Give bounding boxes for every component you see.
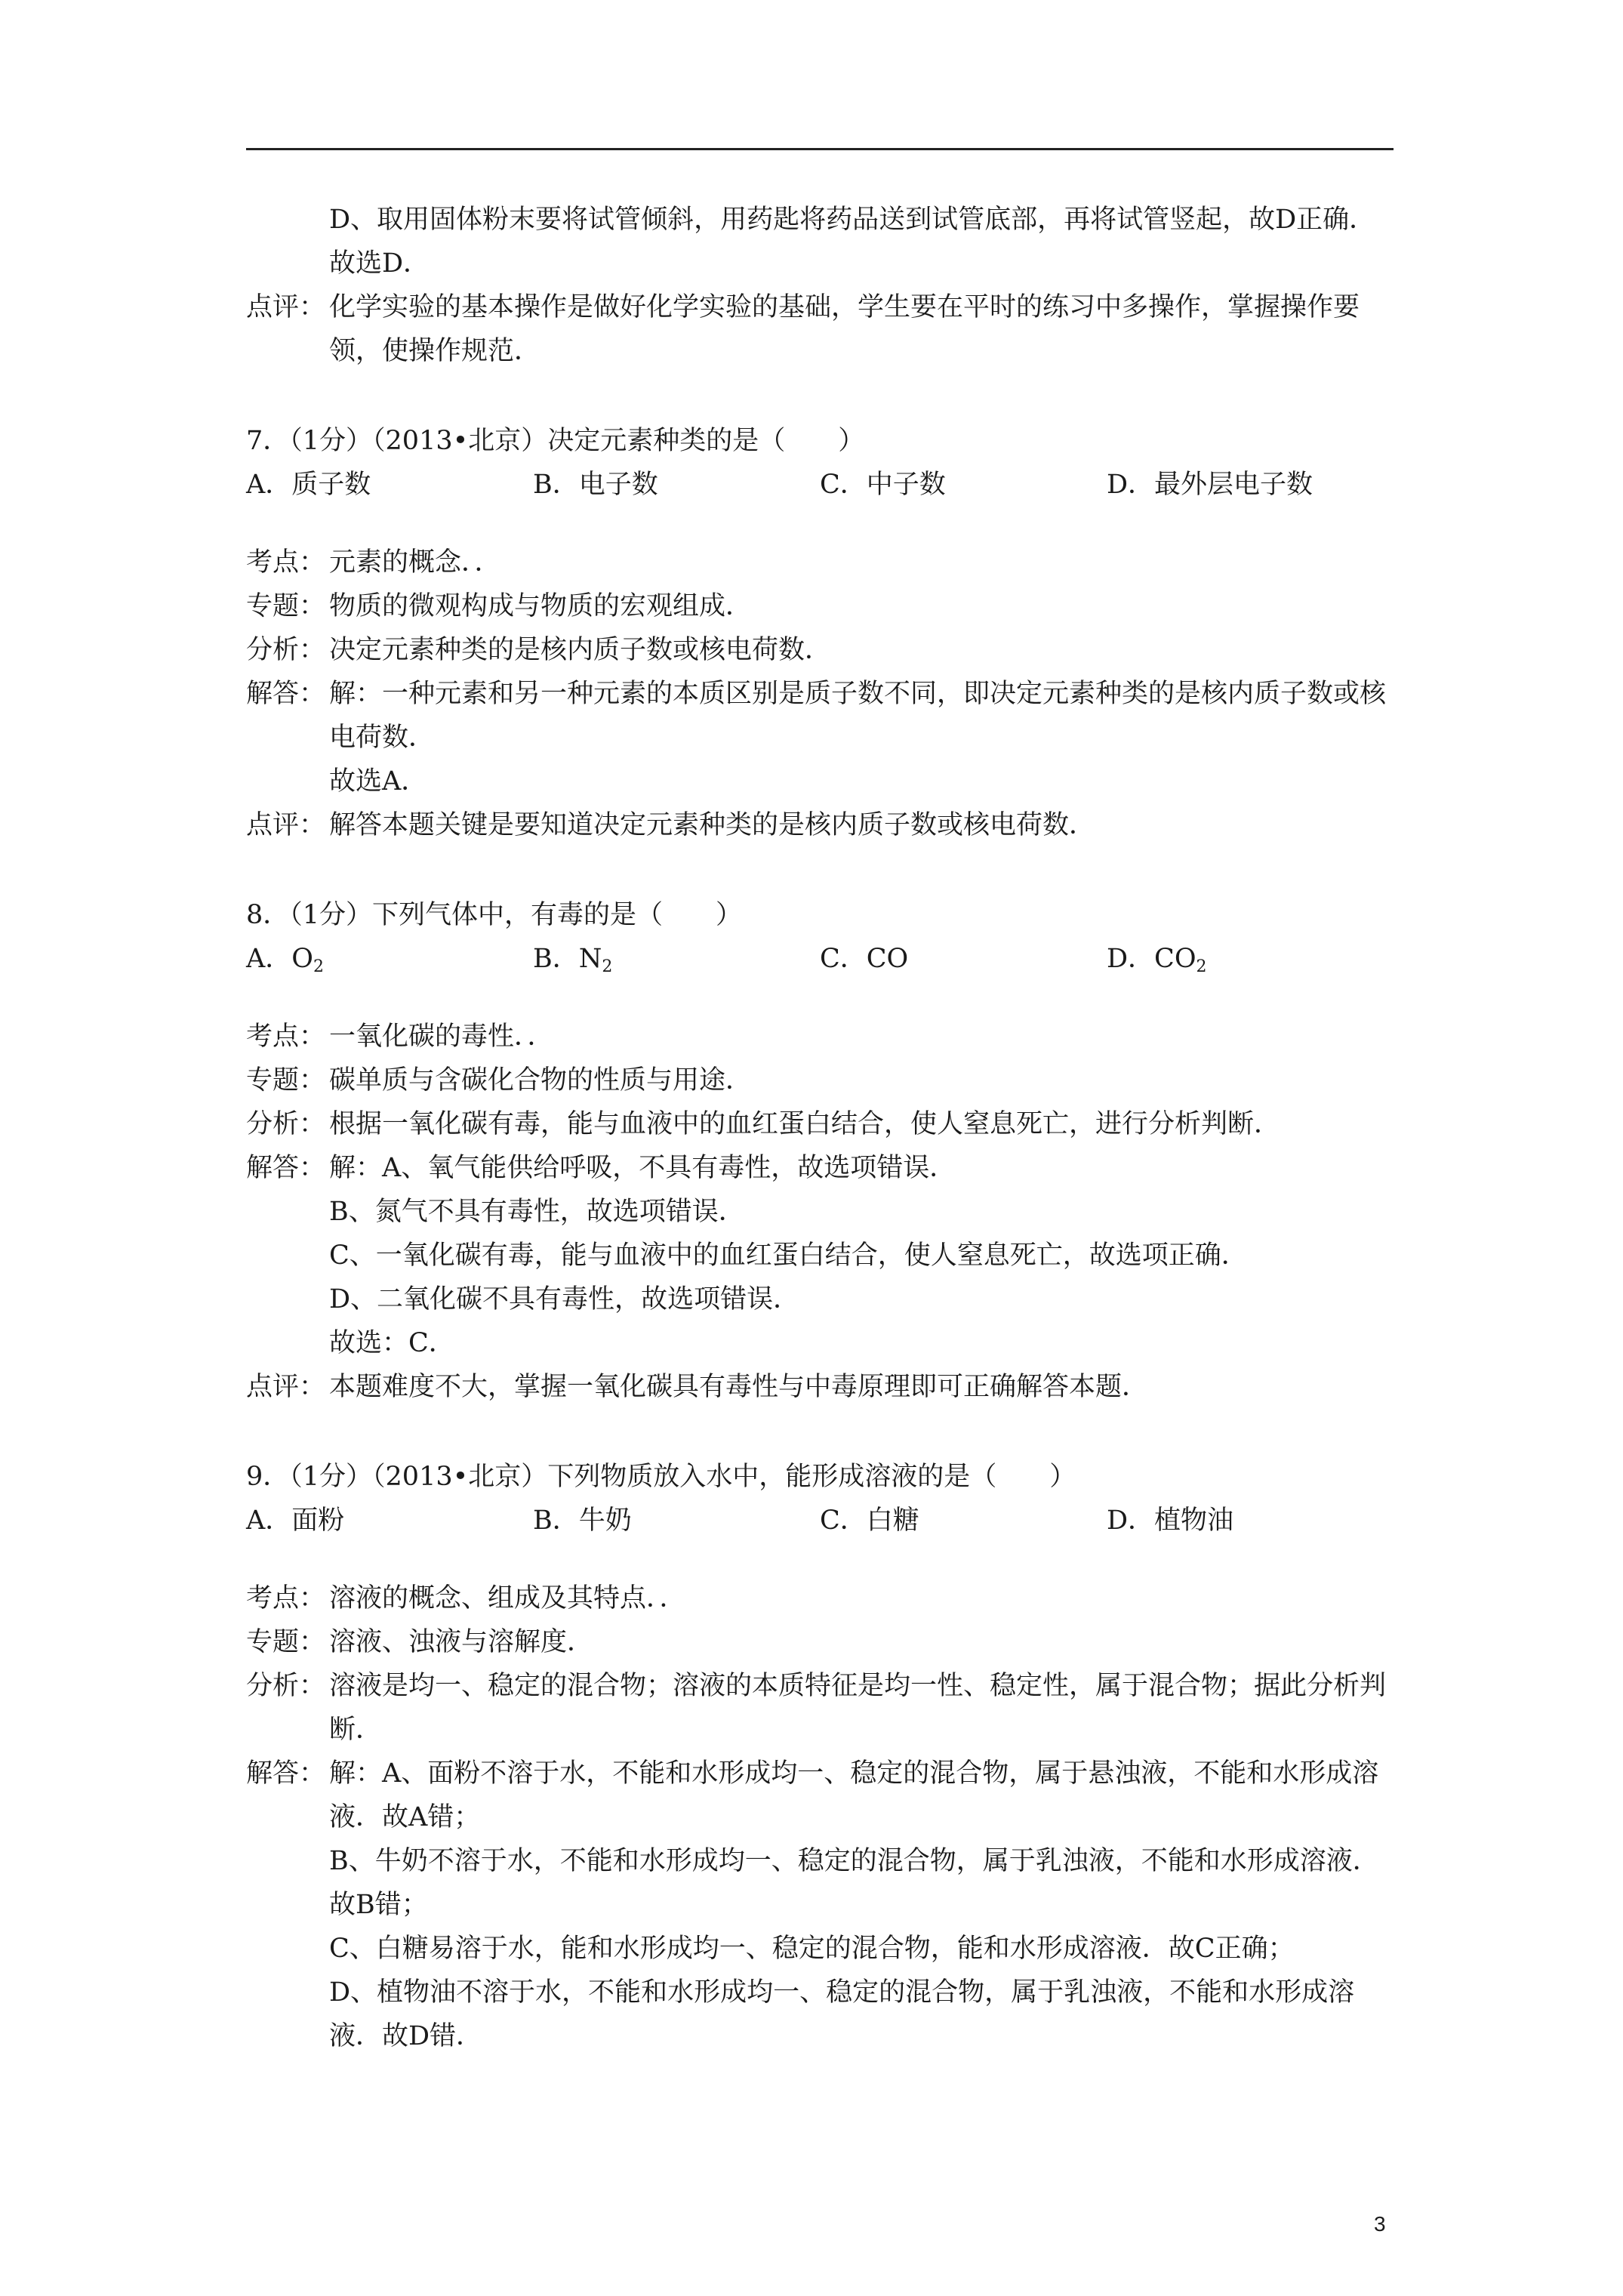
kaodian-text: 一氧化碳的毒性．． — [329, 1022, 554, 1052]
jieda-text: 解：A、面粉不溶于水，不能和水形成均一、稳定的混合物，属于悬浊液，不能和水形成溶液．故A错； — [329, 1758, 1379, 1832]
fenxi-text: 决定元素种类的是核内质子数或核电荷数． — [329, 635, 832, 665]
zhuanti-label: 专题： — [246, 1627, 326, 1657]
zhuanti-label: 专题： — [246, 1065, 326, 1096]
jieda-label: 解答： — [246, 1153, 326, 1183]
comment-label: 点评： — [246, 292, 326, 322]
kaodian-label: 考点： — [246, 547, 326, 578]
fenxi-label: 分析： — [246, 1109, 326, 1139]
q8-jieda — [246, 1146, 1394, 1190]
q7-answer: 故选A． — [329, 766, 428, 797]
q8-answer: 故选：C． — [329, 1328, 455, 1358]
fenxi-text: 根据一氧化碳有毒，能与血液中的血红蛋白结合，使人窒息死亡，进行分析判断． — [329, 1109, 1281, 1139]
dianping-label: 点评： — [246, 810, 326, 840]
q9-option-c: C．白糖 — [820, 1505, 919, 1536]
q8-jieda-line-c: C、一氧化碳有毒，能与血液中的血红蛋白结合，使人窒息死亡，故选项正确． — [329, 1240, 1248, 1271]
jieda-label: 解答： — [246, 1758, 326, 1789]
q7-option-b: B．电子数 — [533, 470, 658, 500]
q6-answer: 故选D． — [329, 248, 430, 279]
dianping-text: 解答本题关键是要知道决定元素种类的是核内质子数或核电荷数． — [329, 810, 1096, 840]
q7-jieda — [246, 672, 1394, 760]
q9-option-a: A．面粉 — [246, 1505, 345, 1536]
q9-option-b: B．牛奶 — [533, 1505, 632, 1536]
q8-zhuanti — [246, 1059, 1394, 1102]
q8-jieda-line-b: B、氮气不具有毒性，故选项错误． — [329, 1197, 745, 1227]
q7-options — [246, 463, 1394, 507]
dianping-label: 点评： — [246, 1372, 326, 1402]
q8-fenxi — [246, 1102, 1394, 1146]
q9-stem: 9．（1分）（2013•北京）下列物质放入水中，能形成溶液的是（ ） — [246, 1462, 1076, 1492]
q7-option-a: A．质子数 — [246, 470, 371, 500]
q8-option-b: B．$N_2$ — [533, 944, 613, 976]
kaodian-text: 溶液的概念、组成及其特点．． — [329, 1583, 686, 1613]
comment-text: 化学实验的基本操作是做好化学实验的基础，学生要在平时的练习中多操作，掌握操作要领，使操作规范． — [329, 292, 1360, 366]
zhuanti-text: 溶液、浊液与溶解度． — [329, 1627, 594, 1657]
q8-option-a: A．$O_2$ — [246, 944, 324, 976]
q8-dianping — [246, 1365, 1394, 1409]
q9-kaodian — [246, 1576, 1394, 1620]
q6-comment — [246, 285, 1394, 373]
q8-option-d: D．$CO_2$ — [1107, 944, 1207, 976]
q9-jieda — [246, 1752, 1394, 1839]
q8-stem: 8．（1分）下列气体中，有毒的是（ ） — [246, 900, 743, 930]
jieda-label: 解答： — [246, 679, 326, 709]
q9-fenxi — [246, 1664, 1394, 1752]
fenxi-label: 分析： — [246, 635, 326, 665]
q9-zhuanti — [246, 1620, 1394, 1664]
q7-zhuanti — [246, 584, 1394, 628]
zhuanti-text: 物质的微观构成与物质的宏观组成． — [329, 591, 753, 621]
q7-dianping — [246, 803, 1394, 847]
q8-options — [246, 937, 1394, 981]
q9-jieda-line-d: D、植物油不溶于水，不能和水形成均一、稳定的混合物，属于乳浊液，不能和水形成溶液．故D错． — [329, 1977, 1355, 2051]
zhuanti-label: 专题： — [246, 591, 326, 621]
fenxi-label: 分析： — [246, 1671, 326, 1701]
header-rule — [246, 148, 1394, 150]
kaodian-text: 元素的概念．． — [329, 547, 501, 578]
fenxi-text: 溶液是均一、稳定的混合物；溶液的本质特征是均一性、稳定性，属于混合物；据此分析判断． — [329, 1671, 1387, 1745]
q7-option-c: C．中子数 — [820, 470, 946, 500]
q9-option-d: D．植物油 — [1107, 1505, 1234, 1536]
q7-option-d: D．最外层电子数 — [1107, 470, 1313, 500]
q8-option-c: C．CO — [820, 944, 909, 974]
zhuanti-text: 碳单质与含碳化合物的性质与用途． — [329, 1065, 753, 1096]
page-number: 3 — [1374, 2212, 1386, 2236]
jieda-text: 解：A、氧气能供给呼吸，不具有毒性，故选项错误． — [329, 1153, 956, 1183]
jieda-text: 解：一种元素和另一种元素的本质区别是质子数不同，即决定元素种类的是核内质子数或核电荷数． — [329, 679, 1387, 753]
document-page — [246, 198, 1394, 2058]
q7-fenxi — [246, 628, 1394, 672]
q9-jieda-line-b: B、牛奶不溶于水，不能和水形成均一、稳定的混合物，属于乳浊液，不能和水形成溶液．故B错； — [329, 1846, 1379, 1920]
q9-jieda-line-c: C、白糖易溶于水，能和水形成均一、稳定的混合物，能和水形成溶液．故C正确； — [329, 1934, 1295, 1964]
kaodian-label: 考点： — [246, 1583, 326, 1613]
q7-kaodian — [246, 541, 1394, 584]
dianping-text: 本题难度不大，掌握一氧化碳具有毒性与中毒原理即可正确解答本题． — [329, 1372, 1149, 1402]
q8-kaodian — [246, 1015, 1394, 1059]
q6-option-d-explanation: D、取用固体粉末要将试管倾斜，用药匙将药品送到试管底部，再将试管竖起，故D正确． — [329, 205, 1376, 235]
q8-jieda-line-d: D、二氧化碳不具有毒性，故选项错误． — [329, 1284, 800, 1314]
kaodian-label: 考点： — [246, 1022, 326, 1052]
q7-stem: 7．（1分）（2013•北京）决定元素种类的是（ ） — [246, 426, 865, 456]
q9-options — [246, 1499, 1394, 1542]
